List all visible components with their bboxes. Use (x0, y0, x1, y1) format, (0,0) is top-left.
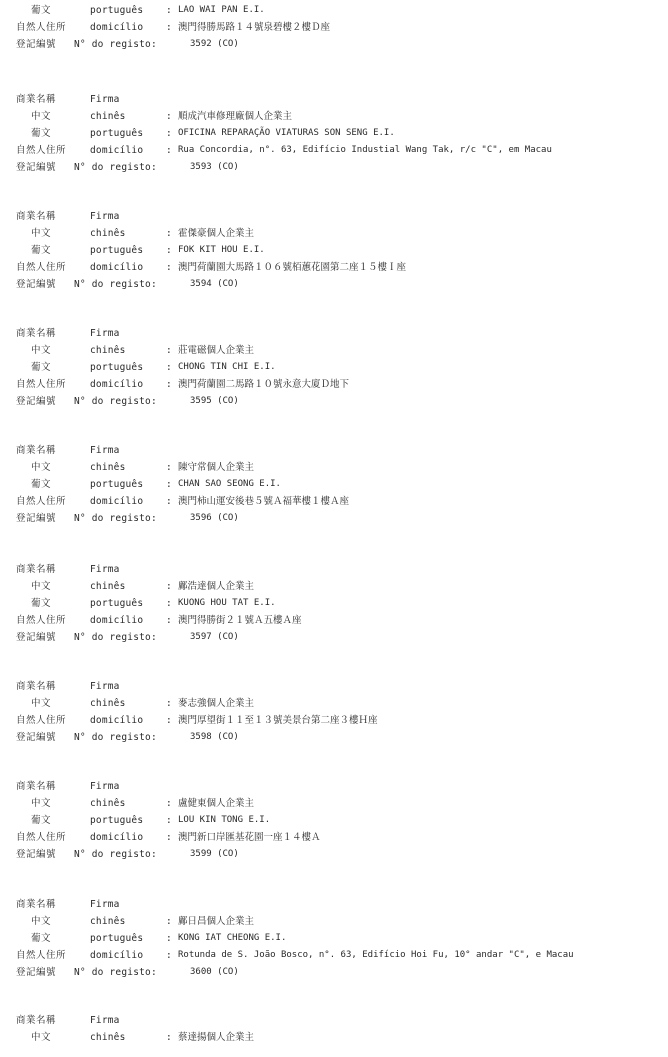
domicilio-value: 澳門得勝馬路１４號泉碧樓２樓Ｄ座 (178, 22, 331, 33)
domicilio-label-pt: domicílio (90, 615, 144, 626)
portugues-row (0, 596, 668, 611)
domicilio-row (0, 260, 668, 275)
registo-value: 3593 (CO) (190, 162, 239, 172)
registo-label-pt: N° do registo: (74, 967, 157, 978)
chines-value: 鄺日昌個人企業主 (178, 916, 255, 927)
registo-label-pt: N° do registo: (74, 396, 157, 407)
colon: : (166, 228, 172, 239)
portugues-label-zh: 葡文 (31, 479, 52, 490)
registo-row (0, 630, 668, 645)
portugues-row (0, 360, 668, 375)
colon: : (166, 832, 172, 843)
registo-value: 3594 (CO) (190, 279, 239, 289)
domicilio-label-zh: 自然人住所 (16, 950, 67, 961)
chines-row (0, 579, 668, 594)
colon: : (166, 933, 172, 944)
registo-value: 3595 (CO) (190, 396, 239, 406)
chines-value: 順成汽車修理廠個人企業主 (178, 111, 293, 122)
registo-value: 3597 (CO) (190, 632, 239, 642)
chines-label-pt: chinês (90, 916, 126, 927)
portugues-label-pt: português (90, 933, 144, 944)
domicilio-value: 澳門厚望街１１至１３號美景台第二座３樓Ｈ座 (178, 715, 378, 726)
portugues-label-pt: português (90, 5, 144, 16)
domicilio-row (0, 948, 668, 963)
colon: : (166, 462, 172, 473)
firma-row (0, 92, 668, 107)
domicilio-label-zh: 自然人住所 (16, 145, 67, 156)
firma-row (0, 562, 668, 577)
registo-value: 3599 (CO) (190, 849, 239, 859)
colon: : (166, 715, 172, 726)
portugues-label-pt: português (90, 598, 144, 609)
firma-row (0, 209, 668, 224)
firma-row (0, 1013, 668, 1028)
colon: : (166, 379, 172, 390)
portugues-value: OFICINA REPARAÇÃO VIATURAS SON SENG E.I. (178, 128, 395, 138)
registo-value: 3600 (CO) (190, 967, 239, 977)
firma-label-pt: Firma (90, 211, 120, 222)
portugues-row (0, 477, 668, 492)
portugues-row (0, 243, 668, 258)
portugues-value: FOK KIT HOU E.I. (178, 245, 265, 255)
chines-value: 蔡達揚個人企業主 (178, 1032, 255, 1043)
chines-row (0, 914, 668, 929)
portugues-label-pt: português (90, 245, 144, 256)
colon: : (166, 22, 172, 33)
firma-label-pt: Firma (90, 781, 120, 792)
chines-value: 盧健東個人企業主 (178, 798, 255, 809)
portugues-value: CHAN SAO SEONG E.I. (178, 479, 281, 489)
registo-row (0, 394, 668, 409)
registo-row (0, 730, 668, 745)
domicilio-label-pt: domicílio (90, 379, 144, 390)
chines-label-pt: chinês (90, 111, 126, 122)
firma-row (0, 897, 668, 912)
chines-value: 霍傑豪個人企業主 (178, 228, 255, 239)
firma-label-pt: Firma (90, 445, 120, 456)
colon: : (166, 262, 172, 273)
registo-label-zh: 登記編號 (16, 967, 57, 978)
registo-row (0, 511, 668, 526)
chines-label-zh: 中文 (31, 228, 52, 239)
domicilio-label-pt: domicílio (90, 832, 144, 843)
chines-label-zh: 中文 (31, 698, 52, 709)
domicilio-row (0, 713, 668, 728)
chines-label-pt: chinês (90, 798, 126, 809)
domicilio-label-zh: 自然人住所 (16, 496, 67, 507)
firma-label-zh: 商業名稱 (16, 899, 57, 910)
registo-label-pt: N° do registo: (74, 162, 157, 173)
firma-label-zh: 商業名稱 (16, 445, 57, 456)
firma-row (0, 443, 668, 458)
portugues-row (0, 126, 668, 141)
colon: : (166, 479, 172, 490)
registo-label-zh: 登記編號 (16, 396, 57, 407)
domicilio-label-pt: domicílio (90, 145, 144, 156)
colon: : (166, 615, 172, 626)
firma-label-zh: 商業名稱 (16, 211, 57, 222)
chines-value: 陳守常個人企業主 (178, 462, 255, 473)
domicilio-label-pt: domicílio (90, 496, 144, 507)
colon: : (166, 496, 172, 507)
colon: : (166, 145, 172, 156)
domicilio-value: 澳門荷蘭園二馬路１０號永意大廈Ｄ地下 (178, 379, 350, 390)
portugues-value: KUONG HOU TAT E.I. (178, 598, 276, 608)
portugues-value: LOU KIN TONG E.I. (178, 815, 271, 825)
chines-label-zh: 中文 (31, 1032, 52, 1043)
domicilio-value: Rotunda de S. João Bosco, n°. 63, Edifício Hoi Fu, 10° andar "C", e Macau (178, 950, 574, 960)
firma-row (0, 679, 668, 694)
domicilio-label-zh: 自然人住所 (16, 379, 67, 390)
portugues-label-zh: 葡文 (31, 362, 52, 373)
firma-label-zh: 商業名稱 (16, 328, 57, 339)
registo-label-pt: N° do registo: (74, 632, 157, 643)
domicilio-label-pt: domicílio (90, 262, 144, 273)
portugues-value: LAO WAI PAN E.I. (178, 5, 265, 15)
colon: : (166, 798, 172, 809)
colon: : (166, 598, 172, 609)
domicilio-value: 澳門荷蘭園大馬路１０６號栢蕙花園第二座１５樓Ｉ座 (178, 262, 407, 273)
registo-row (0, 277, 668, 292)
chines-label-pt: chinês (90, 228, 126, 239)
chines-label-zh: 中文 (31, 581, 52, 592)
colon: : (166, 581, 172, 592)
chines-label-pt: chinês (90, 462, 126, 473)
chines-value: 鄺浩達個人企業主 (178, 581, 255, 592)
registo-label-zh: 登記編號 (16, 849, 57, 860)
domicilio-value: 澳門得勝街２１號Ａ五樓Ａ座 (178, 615, 302, 626)
chines-value: 莊電磁個人企業主 (178, 345, 255, 356)
registo-label-zh: 登記編號 (16, 39, 57, 50)
chines-row (0, 796, 668, 811)
colon: : (166, 698, 172, 709)
firma-label-zh: 商業名稱 (16, 681, 57, 692)
domicilio-row (0, 377, 668, 392)
firma-label-pt: Firma (90, 328, 120, 339)
portugues-label-zh: 葡文 (31, 933, 52, 944)
colon: : (166, 815, 172, 826)
portugues-value: CHONG TIN CHI E.I. (178, 362, 276, 372)
portugues-row (0, 813, 668, 828)
registo-label-pt: N° do registo: (74, 39, 157, 50)
colon: : (166, 1032, 172, 1043)
colon: : (166, 362, 172, 373)
chines-label-zh: 中文 (31, 345, 52, 356)
domicilio-label-zh: 自然人住所 (16, 22, 67, 33)
domicilio-label-zh: 自然人住所 (16, 715, 67, 726)
domicilio-label-pt: domicílio (90, 715, 144, 726)
firma-row (0, 779, 668, 794)
registo-label-pt: N° do registo: (74, 513, 157, 524)
chines-label-zh: 中文 (31, 462, 52, 473)
registo-label-zh: 登記編號 (16, 632, 57, 643)
domicilio-row (0, 613, 668, 628)
firma-label-zh: 商業名稱 (16, 1015, 57, 1026)
firma-label-pt: Firma (90, 681, 120, 692)
registo-row (0, 965, 668, 980)
registo-label-zh: 登記編號 (16, 162, 57, 173)
registo-value: 3596 (CO) (190, 513, 239, 523)
registo-value: 3598 (CO) (190, 732, 239, 742)
portugues-value: KONG IAT CHEONG E.I. (178, 933, 287, 943)
firma-label-pt: Firma (90, 899, 120, 910)
portugues-label-pt: português (90, 815, 144, 826)
colon: : (166, 345, 172, 356)
colon: : (166, 111, 172, 122)
portugues-label-zh: 葡文 (31, 5, 52, 16)
chines-row (0, 1030, 668, 1045)
chines-row (0, 460, 668, 475)
registo-label-pt: N° do registo: (74, 732, 157, 743)
domicilio-label-zh: 自然人住所 (16, 832, 67, 843)
domicilio-row (0, 494, 668, 509)
domicilio-row (0, 830, 668, 845)
firma-label-pt: Firma (90, 564, 120, 575)
portugues-label-zh: 葡文 (31, 815, 52, 826)
domicilio-label-pt: domicílio (90, 22, 144, 33)
portugues-label-pt: português (90, 479, 144, 490)
chines-row (0, 109, 668, 124)
portugues-row (0, 3, 668, 18)
chines-label-zh: 中文 (31, 111, 52, 122)
firma-label-pt: Firma (90, 1015, 120, 1026)
domicilio-row (0, 20, 668, 35)
registo-row (0, 160, 668, 175)
firma-row (0, 326, 668, 341)
colon: : (166, 245, 172, 256)
portugues-row (0, 931, 668, 946)
portugues-label-zh: 葡文 (31, 128, 52, 139)
domicilio-value: 澳門柿山運安後巷５號Ａ福華樓１樓Ａ座 (178, 496, 350, 507)
chines-row (0, 343, 668, 358)
firma-label-zh: 商業名稱 (16, 781, 57, 792)
domicilio-label-pt: domicílio (90, 950, 144, 961)
colon: : (166, 950, 172, 961)
colon: : (166, 916, 172, 927)
registo-label-zh: 登記編號 (16, 279, 57, 290)
firma-label-zh: 商業名稱 (16, 94, 57, 105)
registo-row (0, 847, 668, 862)
domicilio-label-zh: 自然人住所 (16, 615, 67, 626)
portugues-label-pt: português (90, 128, 144, 139)
portugues-label-pt: português (90, 362, 144, 373)
registo-label-zh: 登記編號 (16, 513, 57, 524)
chines-value: 麥志強個人企業主 (178, 698, 255, 709)
chines-label-pt: chinês (90, 698, 126, 709)
registo-row (0, 37, 668, 52)
chines-label-pt: chinês (90, 1032, 126, 1043)
domicilio-row (0, 143, 668, 158)
chines-label-pt: chinês (90, 581, 126, 592)
portugues-label-zh: 葡文 (31, 245, 52, 256)
registo-label-pt: N° do registo: (74, 279, 157, 290)
registo-value: 3592 (CO) (190, 39, 239, 49)
chines-label-pt: chinês (90, 345, 126, 356)
domicilio-label-zh: 自然人住所 (16, 262, 67, 273)
registo-label-pt: N° do registo: (74, 849, 157, 860)
firma-label-zh: 商業名稱 (16, 564, 57, 575)
chines-label-zh: 中文 (31, 916, 52, 927)
chines-row (0, 226, 668, 241)
colon: : (166, 5, 172, 16)
chines-row (0, 696, 668, 711)
chines-label-zh: 中文 (31, 798, 52, 809)
registo-label-zh: 登記編號 (16, 732, 57, 743)
portugues-label-zh: 葡文 (31, 598, 52, 609)
colon: : (166, 128, 172, 139)
domicilio-value: 澳門新口岸匯基花園一座１４樓Ａ (178, 832, 321, 843)
domicilio-value: Rua Concordia, n°. 63, Edifício Industial Wang Tak, r/c "C", em Macau (178, 145, 552, 155)
firma-label-pt: Firma (90, 94, 120, 105)
